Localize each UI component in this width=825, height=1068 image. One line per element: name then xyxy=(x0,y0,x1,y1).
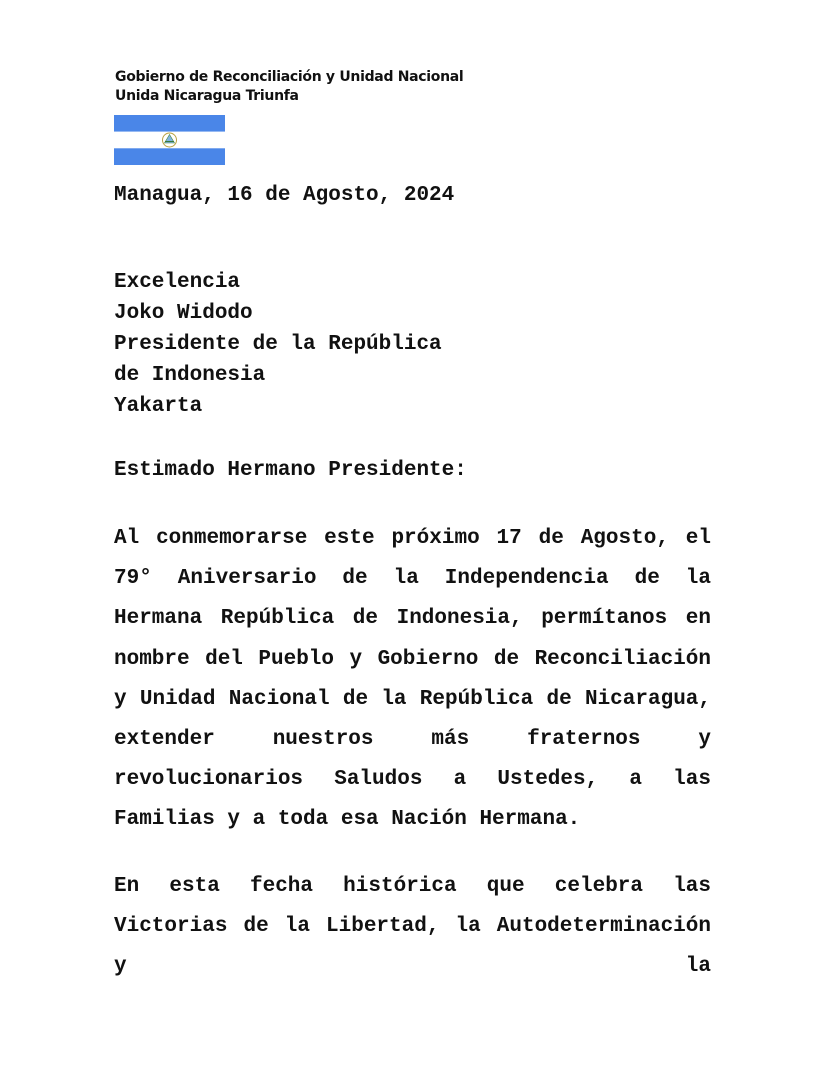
nicaragua-flag xyxy=(114,115,225,165)
recipient-honorific: Excelencia xyxy=(114,271,241,294)
government-name: Gobierno de Reconciliación y Unidad Nacional xyxy=(115,69,464,85)
government-slogan: Unida Nicaragua Triunfa xyxy=(115,88,299,104)
date-line: Managua, 16 de Agosto, 2024 xyxy=(114,184,455,207)
recipient-city: Yakarta xyxy=(114,395,203,418)
recipient-name: Joko Widodo xyxy=(114,302,253,325)
recipient-address xyxy=(114,267,442,422)
letterhead xyxy=(115,68,463,106)
recipient-title: Presidente de la República xyxy=(114,333,442,356)
body-paragraph-2: En esta fecha histórica que celebra las Victorias de la Libertad, la Autodeterminación y la xyxy=(114,875,711,979)
recipient-country: de Indonesia xyxy=(114,364,266,387)
body-paragraph-1: Al conmemorarse este próximo 17 de Agosto, el 79° Aniversario de la Independencia de la Hermana República de Indonesia, permítanos en nombre del Pueblo y Gobierno de Reconciliación y Unidad Nacional de la República de Nicaragua, extender nuestros más fraternos y revolucionarios Saludos a Ustedes, a las Familias y a toda esa Nación Hermana. xyxy=(114,527,711,832)
salutation: Estimado Hermano Presidente: xyxy=(114,459,467,482)
